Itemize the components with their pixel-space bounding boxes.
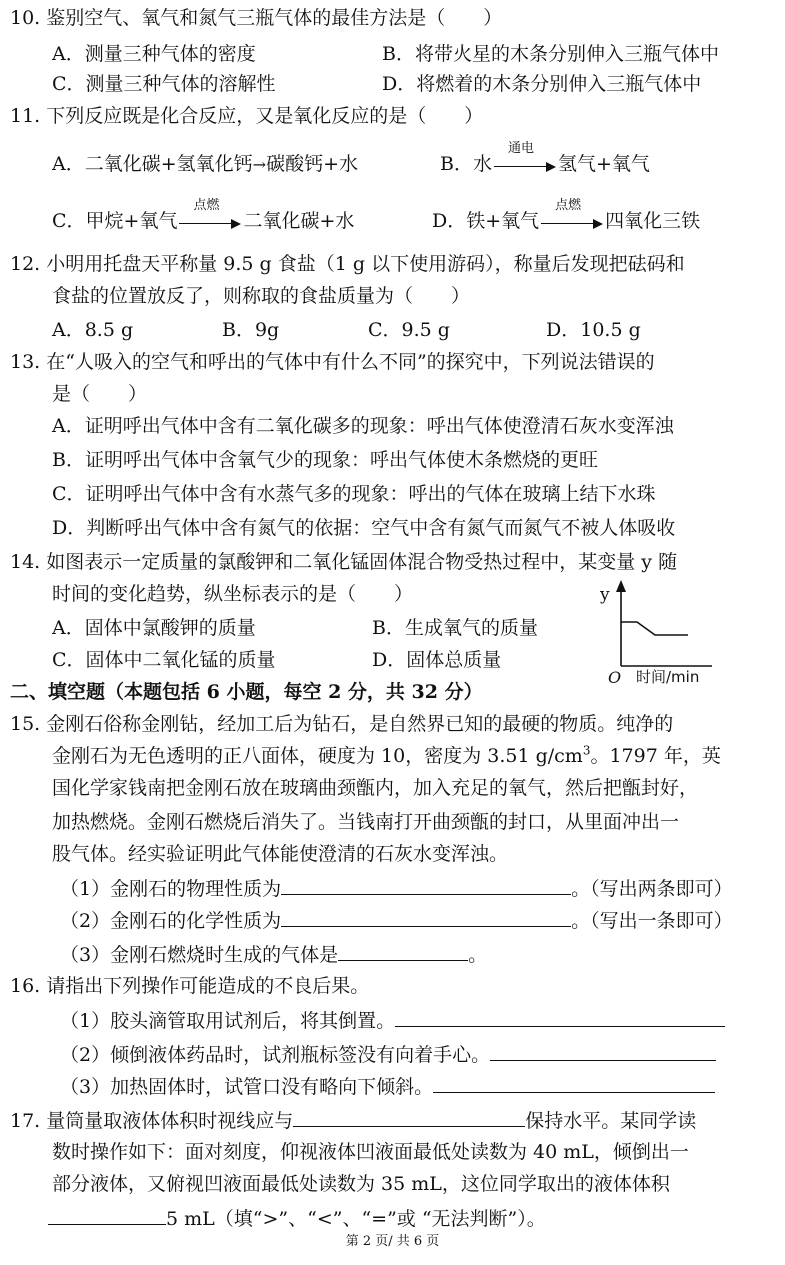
q14-option-b: B．生成氧气的质量 (372, 617, 538, 639)
q15-sub3 (60, 938, 487, 971)
q11-option-c (52, 198, 355, 237)
q14-line1: 14. 如图表示一定质量的氯酸钾和二氧化锰固体混合物受热过程中，某变量 y 随 (10, 551, 678, 573)
q11-d-reactants: D．铁+氧气 (432, 210, 540, 232)
q15-sub2-note: 。（写出一条即可） (571, 910, 733, 932)
q15-answer-blank-1[interactable] (281, 872, 571, 895)
q17-line3: 部分液体，又俯视凹液面最低处读数为 35 mL，这位同学取出的液体体积 (52, 1173, 670, 1195)
q11-option-b (440, 141, 650, 180)
q15-line4: 加热燃烧。金刚石燃烧后消失了。当钱南打开曲颈甑的封口，从里面冲出一 (52, 811, 680, 833)
q15-sub2 (60, 904, 733, 937)
q16-sub3-text: （3）加热固体时，试管口没有略向下倾斜。 (60, 1076, 434, 1098)
q15-line3: 国化学家钱南把金刚石放在玻璃曲颈甑内，加入充足的氧气，然后把甑封好， (52, 777, 699, 799)
q10-option-a: A．测量三种气体的密度 (52, 43, 256, 65)
q14-option-c: C．固体中二氧化锰的质量 (52, 649, 276, 671)
q15-answer-blank-3[interactable] (338, 938, 468, 961)
q13-line1: 13. 在“人吸入的空气和呼出的气体中有什么不同”的探究中，下列说法错误的 (10, 351, 655, 373)
q15-answer-blank-2[interactable] (281, 904, 571, 927)
q17-line4 (48, 1202, 546, 1235)
q11-a-reactants: A．二氧化碳+氢氧化钙 (52, 153, 253, 175)
q15-line2-end: 。1797 年，英 (590, 745, 721, 767)
q16-sub3 (60, 1070, 715, 1103)
q17-line1-end: 保持水平。某同学读 (525, 1110, 697, 1132)
q11-stem: 11. 下列反应既是化合反应，又是氧化反应的是（ ） (10, 105, 484, 127)
q16-sub1-text: （1）胶头滴管取用试剂后，将其倒置。 (60, 1010, 396, 1032)
q17-line1-start: 17. 量筒量取液体体积时视线应与 (10, 1110, 294, 1132)
trend-line (621, 622, 688, 635)
page-footer: 第 2 页/ 共 6 页 (345, 1234, 440, 1249)
q10-stem: 10. 鉴别空气、氧气和氮气三瓶气体的最佳方法是（ ） (10, 7, 503, 29)
q13-option-a: A．证明呼出气体中含有二氧化碳多的现象：呼出气体使澄清石灰水变浑浊 (52, 415, 674, 437)
q16-answer-blank-1[interactable] (395, 1004, 725, 1027)
q12-option-a: A．8.5 g (52, 319, 134, 341)
q15-sub1-text: （1）金刚石的物理性质为 (60, 878, 282, 900)
q14-option-a: A．固体中氯酸钾的质量 (52, 617, 256, 639)
q17-line1 (10, 1104, 696, 1137)
q16-sub2-text: （2）倾倒液体药品时，试剂瓶标签没有向着手心。 (60, 1044, 491, 1066)
q11-c-condition: 点燃 (193, 198, 220, 213)
q15-sub3-text: （3）金刚石燃烧时生成的气体是 (60, 944, 339, 966)
q15-line2-superscript: 3 (582, 743, 591, 758)
q11-a-products: 碳酸钙+水 (266, 153, 358, 175)
q13-option-d: D．判断呼出气体中含有氮气的依据：空气中含有氮气而氮气不被人体吸收 (52, 517, 676, 539)
y-axis-arrow-icon (616, 580, 626, 592)
q14-option-d: D．固体总质量 (372, 649, 502, 671)
q10-option-b: B．将带火星的木条分别伸入三瓶气体中 (382, 43, 719, 65)
q17-line2: 数时操作如下：面对刻度，仰视液体凹液面最低处读数为 40 mL，倾倒出一 (52, 1141, 689, 1163)
q10-option-d: D．将燃着的木条分别伸入三瓶气体中 (382, 73, 702, 95)
q11-d-products: 四氧化三铁 (605, 210, 701, 232)
reaction-arrow-icon (541, 198, 603, 227)
q14-graph (592, 578, 722, 686)
section-heading: 二、填空题（本题包括 6 小题，每空 2 分，共 32 分） (10, 681, 483, 703)
q16-sub2 (60, 1038, 716, 1071)
q15-line2-text: 金刚石为无色透明的正八面体，硬度为 10，密度为 3.51 g/cm (52, 745, 583, 767)
q15-sub1 (60, 872, 733, 905)
q16-sub1 (60, 1004, 725, 1037)
reaction-arrow-icon (179, 198, 241, 227)
reaction-arrow-icon (494, 141, 556, 170)
q11-option-a (52, 148, 358, 181)
q11-b-reactants: B．水 (440, 153, 492, 175)
q11-c-products: 二氧化碳+水 (243, 210, 355, 232)
q12-option-c: C．9.5 g (368, 319, 450, 341)
q17-line4-text: 5 mL（填“>”、“<”、“=”或 “无法判断”）。 (166, 1208, 546, 1230)
q16-stem: 16. 请指出下列操作可能造成的不良后果。 (10, 975, 370, 997)
q15-line1: 15. 金刚石俗称金刚钻，经加工后为钻石，是自然界已知的最硬的物质。纯净的 (10, 713, 674, 735)
q13-line2: 是（ ） (52, 383, 148, 405)
q15-sub3-end: 。 (468, 944, 488, 966)
y-axis-label: y (600, 585, 610, 605)
x-axis-label: 时间/min (636, 668, 700, 686)
q14-line2: 时间的变化趋势，纵坐标表示的是（ ） (52, 583, 414, 605)
q17-answer-blank-2[interactable] (48, 1202, 166, 1225)
q15-line2 (52, 740, 721, 772)
q11-c-reactants: C．甲烷+氧气 (52, 210, 178, 232)
origin-label: O (608, 668, 622, 686)
q11-b-products: 氢气+氧气 (557, 153, 650, 175)
q11-d-condition: 点燃 (555, 198, 582, 213)
q10-option-c: C．测量三种气体的溶解性 (52, 73, 276, 95)
q15-sub1-note: 。（写出两条即可） (571, 878, 733, 900)
q17-answer-blank-1[interactable] (293, 1104, 525, 1127)
q11-b-condition: 通电 (507, 141, 534, 156)
reaction-arrow-icon: → (252, 155, 267, 174)
q15-line5: 股气体。经实验证明此气体能使澄清的石灰水变浑浊。 (52, 843, 509, 865)
q11-option-d (432, 198, 701, 237)
q12-option-b: B．9g (222, 319, 280, 341)
q16-answer-blank-3[interactable] (433, 1070, 715, 1093)
q13-option-c: C．证明呼出气体中含有水蒸气多的现象：呼出的气体在玻璃上结下水珠 (52, 483, 656, 505)
q16-answer-blank-2[interactable] (490, 1038, 716, 1061)
q12-line2: 食盐的位置放反了，则称取的食盐质量为（ ） (52, 285, 471, 307)
q12-line1: 12. 小明用托盘天平称量 9.5 g 食盐（1 g 以下使用游码），称量后发现把砝码和 (10, 253, 685, 275)
q12-option-d: D．10.5 g (546, 319, 641, 341)
q13-option-b: B．证明呼出气体中含氧气少的现象：呼出气体使木条燃烧的更旺 (52, 449, 598, 471)
q15-sub2-text: （2）金刚石的化学性质为 (60, 910, 282, 932)
